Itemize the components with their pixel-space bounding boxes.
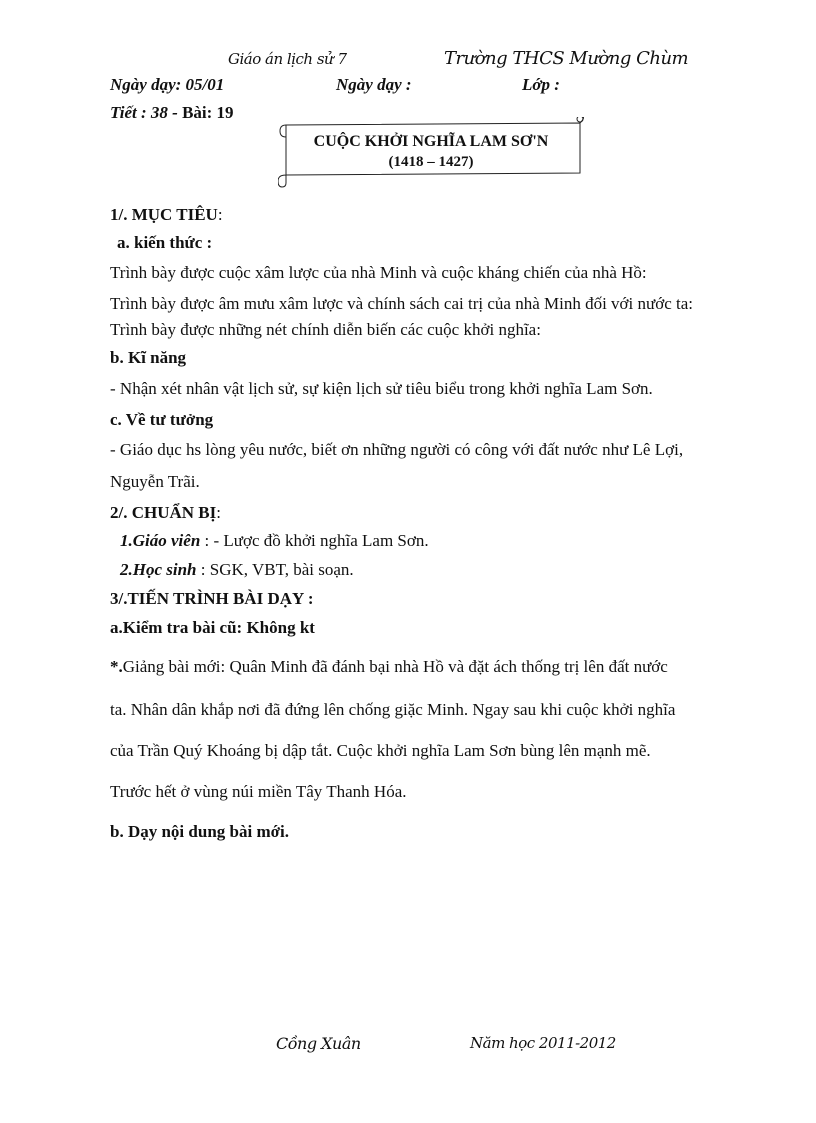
- attitude-line-1: - Giáo dục hs lòng yêu nước, biết ơn những người có công với đất nước như Lê Lợi,: [110, 440, 684, 459]
- knowledge-line-3: Trình bày được những nét chính diễn biến các cuộc khởi nghĩa:: [110, 320, 541, 339]
- knowledge-heading: a. kiến thức :: [117, 233, 213, 252]
- knowledge-line-1: Trình bày được cuộc xâm lược của nhà Minh và cuộc kháng chiến của nhà Hồ:: [110, 263, 647, 282]
- preparation-heading: 2/. CHUẨN BỊ:: [110, 503, 221, 522]
- teaching-date-2: Ngày dạy :: [336, 75, 412, 94]
- footer-right-handwriting: Năm học 2011-2012: [470, 1034, 616, 1052]
- new-lesson-heading: b. Dạy nội dung bài mới.: [110, 822, 289, 841]
- intro-line-2: ta. Nhân dân khắp nơi đã đứng lên chống giặc Minh. Ngay sau khi cuộc khởi nghĩa: [110, 700, 676, 719]
- lesson-process-heading: 3/.TIẾN TRÌNH BÀI DẠY :: [110, 589, 314, 608]
- lesson-number: Bài: 19: [177, 103, 234, 122]
- header-left-handwriting: Giáo án lịch sử 7: [228, 50, 347, 68]
- intro-line-1: *.Giảng bài mới: Quân Minh đã đánh bại nhà Hồ và đặt ách thống trị lên đất nước: [110, 657, 668, 676]
- knowledge-line-2: Trình bày được âm mưu xâm lược và chính sách cai trị của nhà Minh đối với nước ta:: [110, 294, 694, 313]
- attitude-line-2: Nguyễn Trãi.: [110, 472, 200, 491]
- title-scroll-banner: [278, 117, 584, 179]
- intro-line-4: Trước hết ở vùng núi miền Tây Thanh Hóa.: [110, 782, 407, 801]
- scroll-frame-icon: [278, 117, 584, 189]
- student-prep: 2.Học sinh : SGK, VBT, bài soạn.: [120, 560, 354, 579]
- old-lesson-check: a.Kiểm tra bài cũ: Không kt: [110, 618, 315, 637]
- header-right-handwriting: Trường THCS Mường Chùm: [444, 48, 689, 69]
- intro-line-3: của Trần Quý Khoáng bị dập tắt. Cuộc khởi nghĩa Lam Sơn bùng lên mạnh mẽ.: [110, 741, 651, 760]
- objectives-heading: 1/. MỤC TIÊU:: [110, 205, 223, 224]
- footer-left-handwriting: Cồng Xuân: [276, 1034, 361, 1053]
- skills-line: - Nhận xét nhân vật lịch sử, sự kiện lịch sử tiêu biểu trong khởi nghĩa Lam Sơn.: [110, 379, 653, 398]
- lesson-line: [110, 103, 234, 123]
- attitude-heading: c. Về tư tưởng: [110, 410, 214, 429]
- teacher-prep: 1.Giáo viên : - Lược đồ khởi nghĩa Lam Sơn.: [120, 531, 429, 550]
- lesson-years: (1418 – 1427): [388, 154, 474, 170]
- class-label: Lớp :: [522, 75, 560, 94]
- lesson-period: Tiết : 38 -: [110, 103, 178, 122]
- lesson-title: CUỘC KHỞI NGHĨA LAM SƠ'N: [313, 133, 549, 150]
- skills-heading: b. Kĩ năng: [110, 348, 187, 367]
- teaching-date-1: Ngày dạy: 05/01: [110, 75, 225, 94]
